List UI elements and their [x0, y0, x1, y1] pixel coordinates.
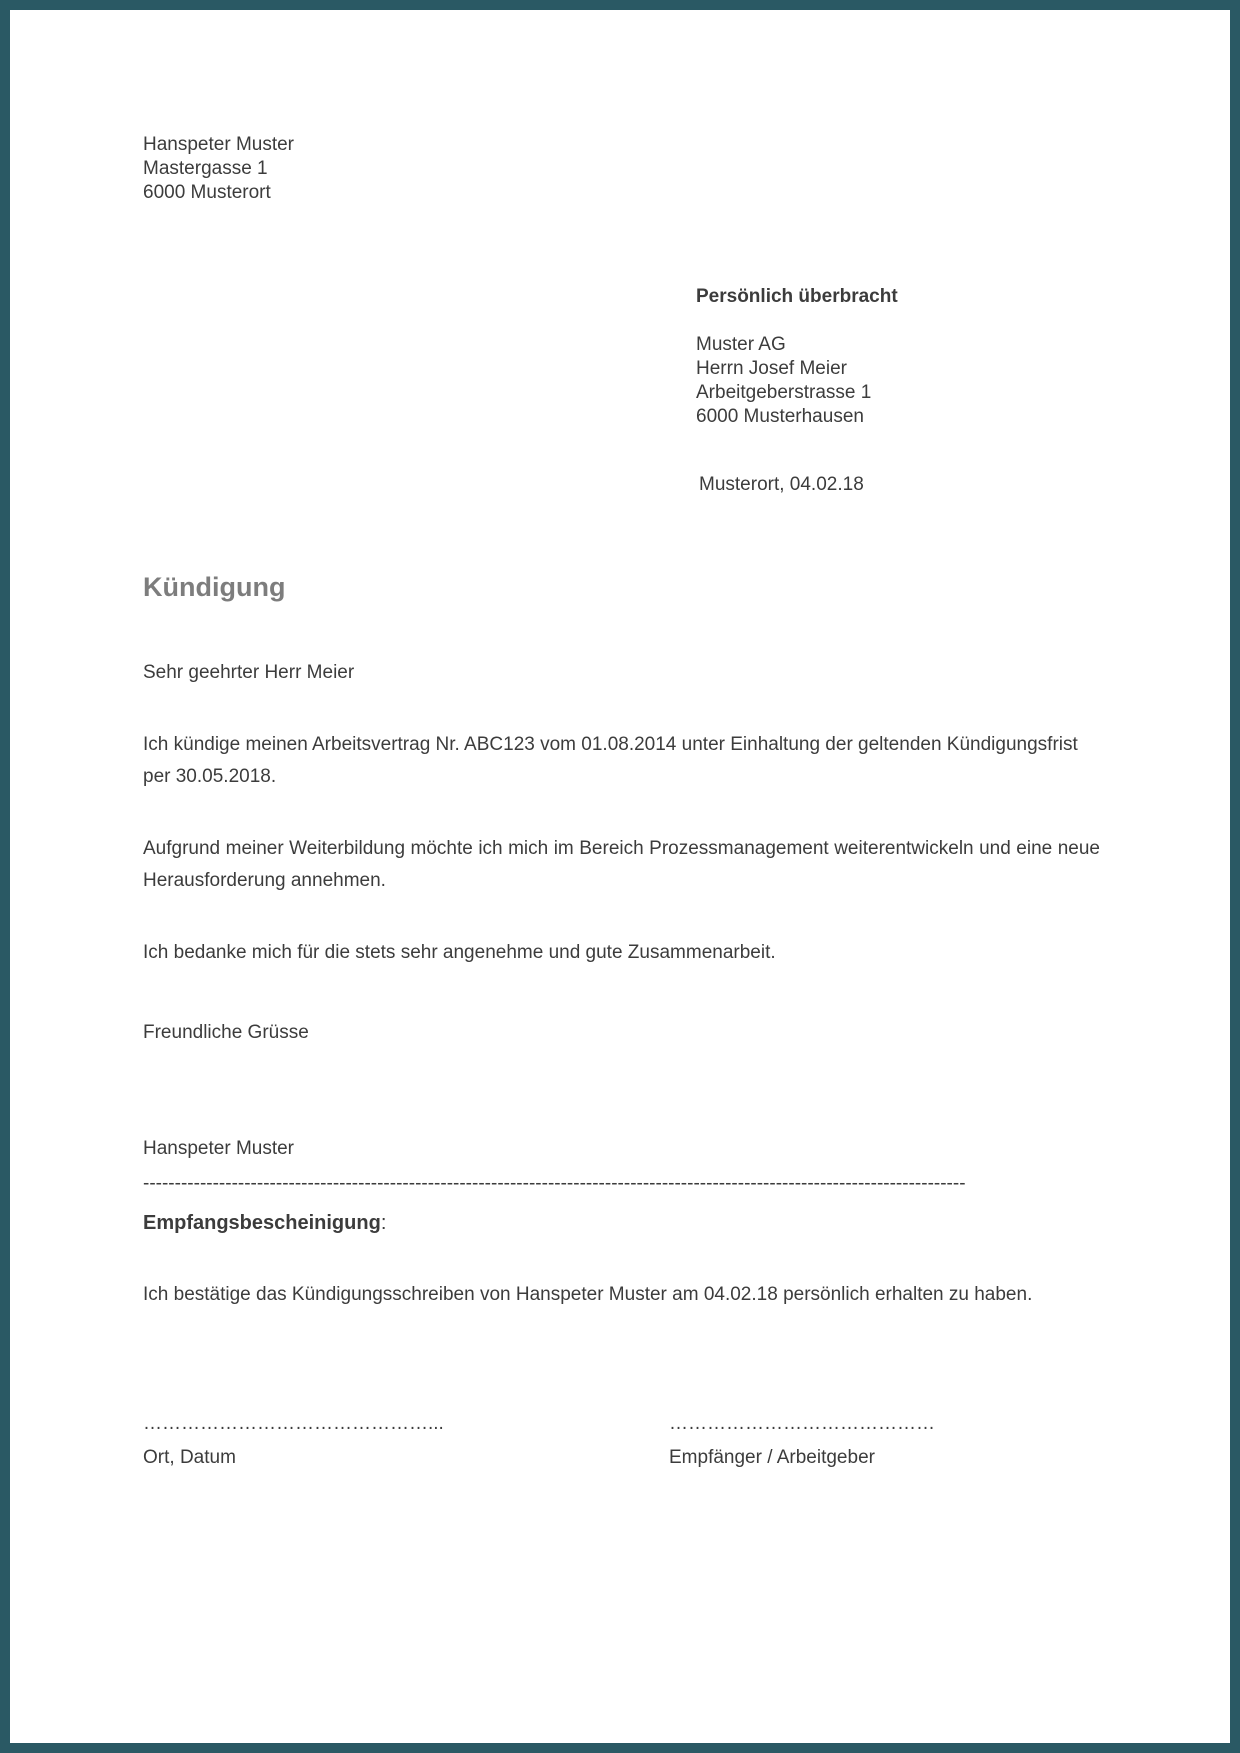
signature-dots-right: ……………………………………: [669, 1413, 935, 1434]
signature-name: Hanspeter Muster: [143, 1138, 295, 1159]
date-line: Musterort, 04.02.18: [699, 474, 864, 495]
sender-name: Hanspeter Muster: [143, 134, 295, 155]
paragraph-reason: Aufgrund meiner Weiterbildung möchte ich mich im Bereich Prozessmanagement weiterentwickeln und eine neue Herausforderung annehmen.: [143, 838, 1100, 891]
signature-field-left: [143, 1407, 669, 1475]
recipient-street: Arbeitgeberstrasse 1: [696, 382, 872, 403]
subject-heading: Kündigung: [143, 572, 286, 602]
signature-field-right: [669, 1407, 1100, 1475]
separator-dashed-line: ----------------------------------------------------------------------------------------------------------------------------------: [143, 1173, 966, 1194]
closing-line: Freundliche Grüsse: [143, 1022, 309, 1043]
salutation: Sehr geehrter Herr Meier: [143, 662, 355, 683]
signature-dots-left: ………………………………………...: [143, 1413, 444, 1434]
recipient-address-block: [696, 285, 1100, 429]
sender-city: 6000 Musterort: [143, 182, 271, 203]
signature-fields-row: [143, 1407, 1100, 1475]
signature-label-right: Empfänger / Arbeitgeber: [669, 1447, 875, 1468]
paragraph-thanks: Ich bedanke mich für die stets sehr angenehme und gute Zusammenarbeit.: [143, 942, 776, 963]
receipt-title-colon: :: [380, 1212, 387, 1234]
paragraph-termination: Ich kündige meinen Arbeitsvertrag Nr. ABC123 vom 01.08.2014 unter Einhaltung der geltenden Kündigungsfrist per 30.05.2018.: [143, 734, 1078, 787]
recipient-contact: Herrn Josef Meier: [696, 358, 847, 379]
recipient-city: 6000 Musterhausen: [696, 406, 864, 427]
recipient-company: Muster AG: [696, 334, 786, 355]
receipt-title-text: Empfangsbescheinigung: [143, 1212, 381, 1234]
sender-street: Mastergasse 1: [143, 158, 268, 179]
letter-content: [10, 10, 1230, 1475]
sender-address-block: [143, 133, 1100, 205]
signature-label-left: Ort, Datum: [143, 1447, 236, 1468]
delivery-note: Persönlich überbracht: [696, 286, 898, 307]
receipt-title: [143, 1207, 1100, 1239]
receipt-text: Ich bestätige das Kündigungsschreiben von Hanspeter Muster am 04.02.18 persönlich erhalten zu haben.: [143, 1284, 1033, 1305]
